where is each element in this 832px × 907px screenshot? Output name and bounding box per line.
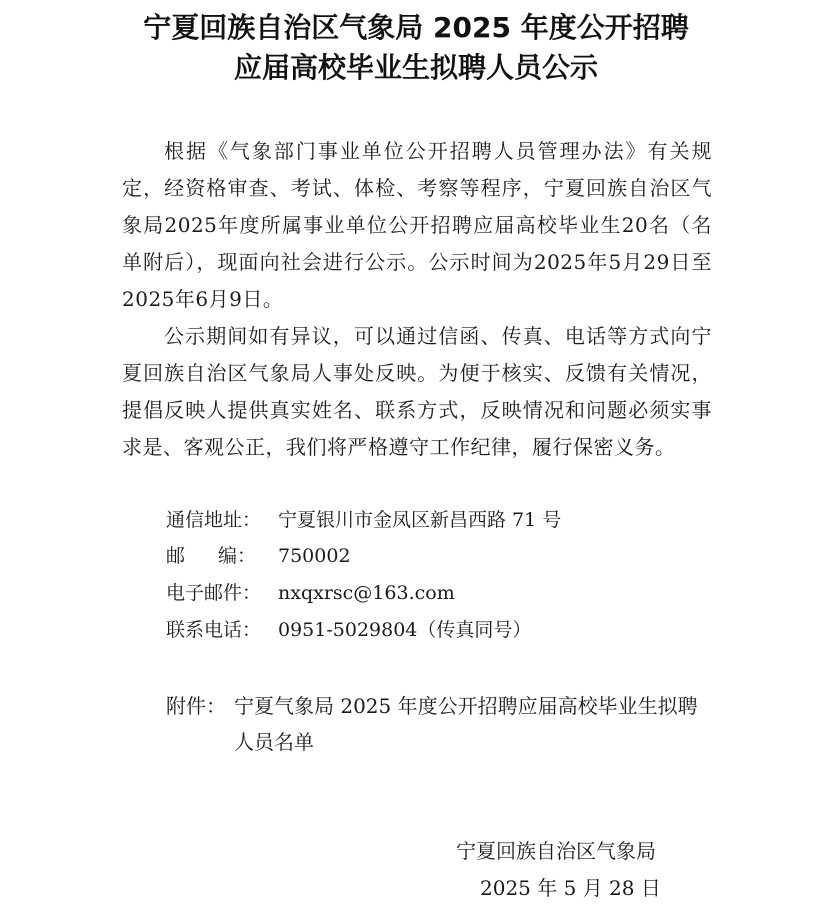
phone-label: 联系电话： xyxy=(166,619,262,641)
contact-email xyxy=(166,578,455,608)
document-title-line-2: 应届高校毕业生拟聘人员公示 xyxy=(233,51,598,84)
address-label: 通信地址： xyxy=(166,509,262,531)
document-title-line-1: 宁夏回族自治区气象局 2025 年度公开招聘 xyxy=(143,11,689,44)
contact-postcode xyxy=(166,541,351,571)
body-paragraph-2: 公示期间如有异议，可以通过信函、传真、电话等方式向宁夏回族自治区气象局人事处反映。为便于核实、反馈有关情况，提倡反映人提供真实姓名、联系方式，反映情况和问题必须实事求是、客观公正，我们将严格遵守工作纪律，履行保密义务。 xyxy=(122,324,712,459)
email-label: 电子邮件： xyxy=(166,582,262,604)
attachment-value: 宁夏气象局 2025 年度公开招聘应届高校毕业生拟聘人员名单 xyxy=(234,694,698,754)
email-value: nxqxrsc@163.com xyxy=(278,582,455,604)
address-value: 宁夏银川市金凤区新昌西路 71 号 xyxy=(278,509,562,531)
postcode-label-char-1: 邮 xyxy=(166,545,186,567)
attachment-label: 附件： xyxy=(166,694,226,718)
postcode-value: 750002 xyxy=(278,545,351,567)
postcode-label-char-2: 编： xyxy=(218,545,257,567)
contact-address xyxy=(166,505,561,535)
signature-organization: 宁夏回族自治区气象局 xyxy=(456,839,656,863)
attachment-line xyxy=(166,688,726,760)
phone-value: 0951-5029804（传真同号） xyxy=(278,619,532,641)
postcode-label xyxy=(166,541,278,571)
body-paragraph-1: 根据《气象部门事业单位公开招聘人员管理办法》有关规定，经资格审查、考试、体检、考察等程序，宁夏回族自治区气象局2025年度所属事业单位公开招聘应届高校毕业生20名（名单附后），现面向社会进行公示。公示时间为2025年5月29日至2025年6月9日。 xyxy=(122,139,712,311)
contact-phone xyxy=(166,615,531,645)
signature-date: 2025 年 5 月 28 日 xyxy=(480,876,661,900)
